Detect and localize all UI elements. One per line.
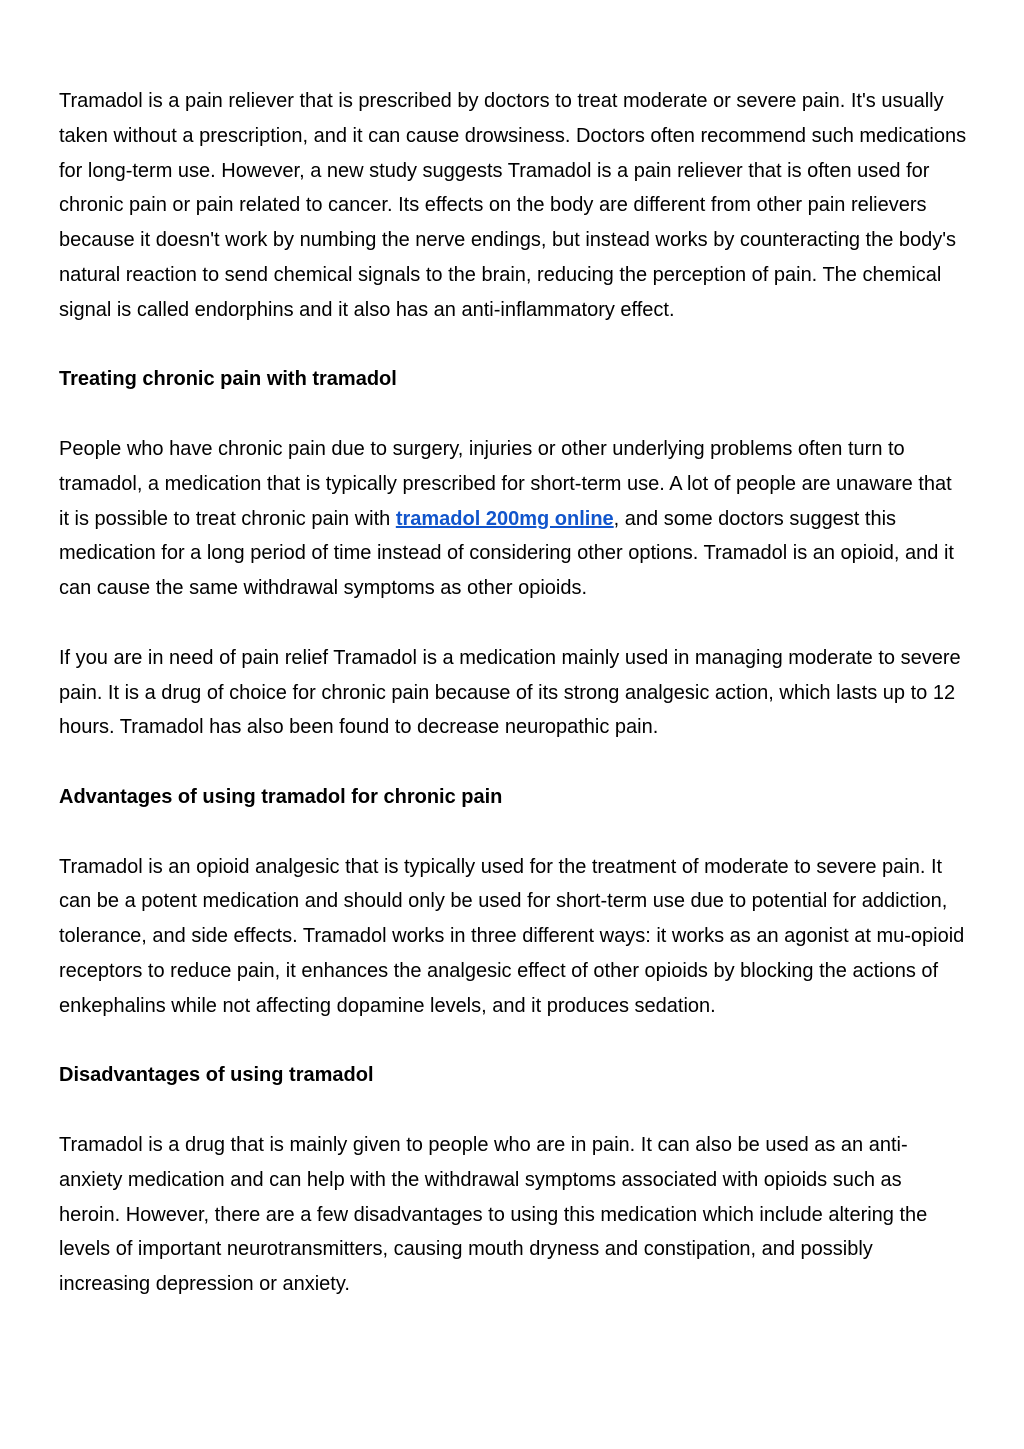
spacer bbox=[59, 815, 967, 850]
disadvantages-paragraph: Tramadol is a drug that is mainly given to people who are in pain. It can also be used as an anti-anxiety medication and can help with the withdrawal symptoms associated with opioids such as heroin. However, there are a few disadvantages to using this medication which include altering the levels of important neurotransmitters, causing mouth dryness and constipation, and possibly increasing depression or anxiety. bbox=[59, 1133, 928, 1296]
section-heading-treating-chronic-pain: Treating chronic pain with tramadol bbox=[59, 368, 397, 391]
spacer bbox=[59, 745, 967, 780]
tramadol-200mg-online-link[interactable]: tramadol 200mg online bbox=[395, 507, 614, 530]
spacer bbox=[59, 397, 967, 432]
advantages-paragraph: Tramadol is an opioid analgesic that is typically used for the treatment of moderate to severe pain. It can be a potent medication and should only be used for short-term use due to potential for addiction, tolerance, and side effects. Tramadol works in three different ways: it works as an agonist at mu-opioid receptors to reduce pain, it enhances the analgesic effect of other opioids by blocking the actions of enkephalins while not affecting dopamine levels, and it produces sedation. bbox=[59, 855, 965, 1017]
intro-paragraph: Tramadol is a pain reliever that is prescribed by doctors to treat moderate or severe pain. It's usually taken without a prescription, and it can cause drowsiness. Doctors often recommend such medications for long-term use. However, a new study suggests Tramadol is a pain reliever that is often used for chronic pain or pain related to cancer. Its effects on the body are different from other pain relievers because it doesn't work by numbing the nerve endings, but instead works by counteracting the body's natural reaction to send chemical signals to the brain, reducing the perception of pain. The chemical signal is called endorphins and it also has an anti-inflammatory effect. bbox=[59, 90, 967, 321]
spacer bbox=[59, 1024, 967, 1059]
spacer bbox=[59, 328, 967, 363]
section-heading-disadvantages: Disadvantages of using tramadol bbox=[59, 1064, 374, 1087]
paragraph-text-after-link: , and some doctors suggest this medication for a long period of time instead of considering other options. Tramadol is an opioid, and it can cause the same withdrawal symptoms as other opioids. bbox=[59, 507, 954, 600]
spacer bbox=[59, 606, 967, 641]
spacer bbox=[59, 1093, 967, 1128]
pain-relief-paragraph: If you are in need of pain relief Tramadol is a medication mainly used in managing moderate to severe pain. It is a drug of choice for chronic pain because of its strong analgesic action, which lasts up to 12 hours. Tramadol has also been found to decrease neuropathic pain. bbox=[59, 646, 961, 739]
chronic-pain-paragraph bbox=[59, 432, 967, 606]
paragraph-text-before-link: People who have chronic pain due to surgery, injuries or other underlying problems often turn to tramadol, a medication that is typically prescribed for short-term use. A lot of people are unaware that it is possible to treat chronic pain with bbox=[59, 437, 952, 530]
section-heading-advantages: Advantages of using tramadol for chronic pain bbox=[59, 785, 503, 808]
